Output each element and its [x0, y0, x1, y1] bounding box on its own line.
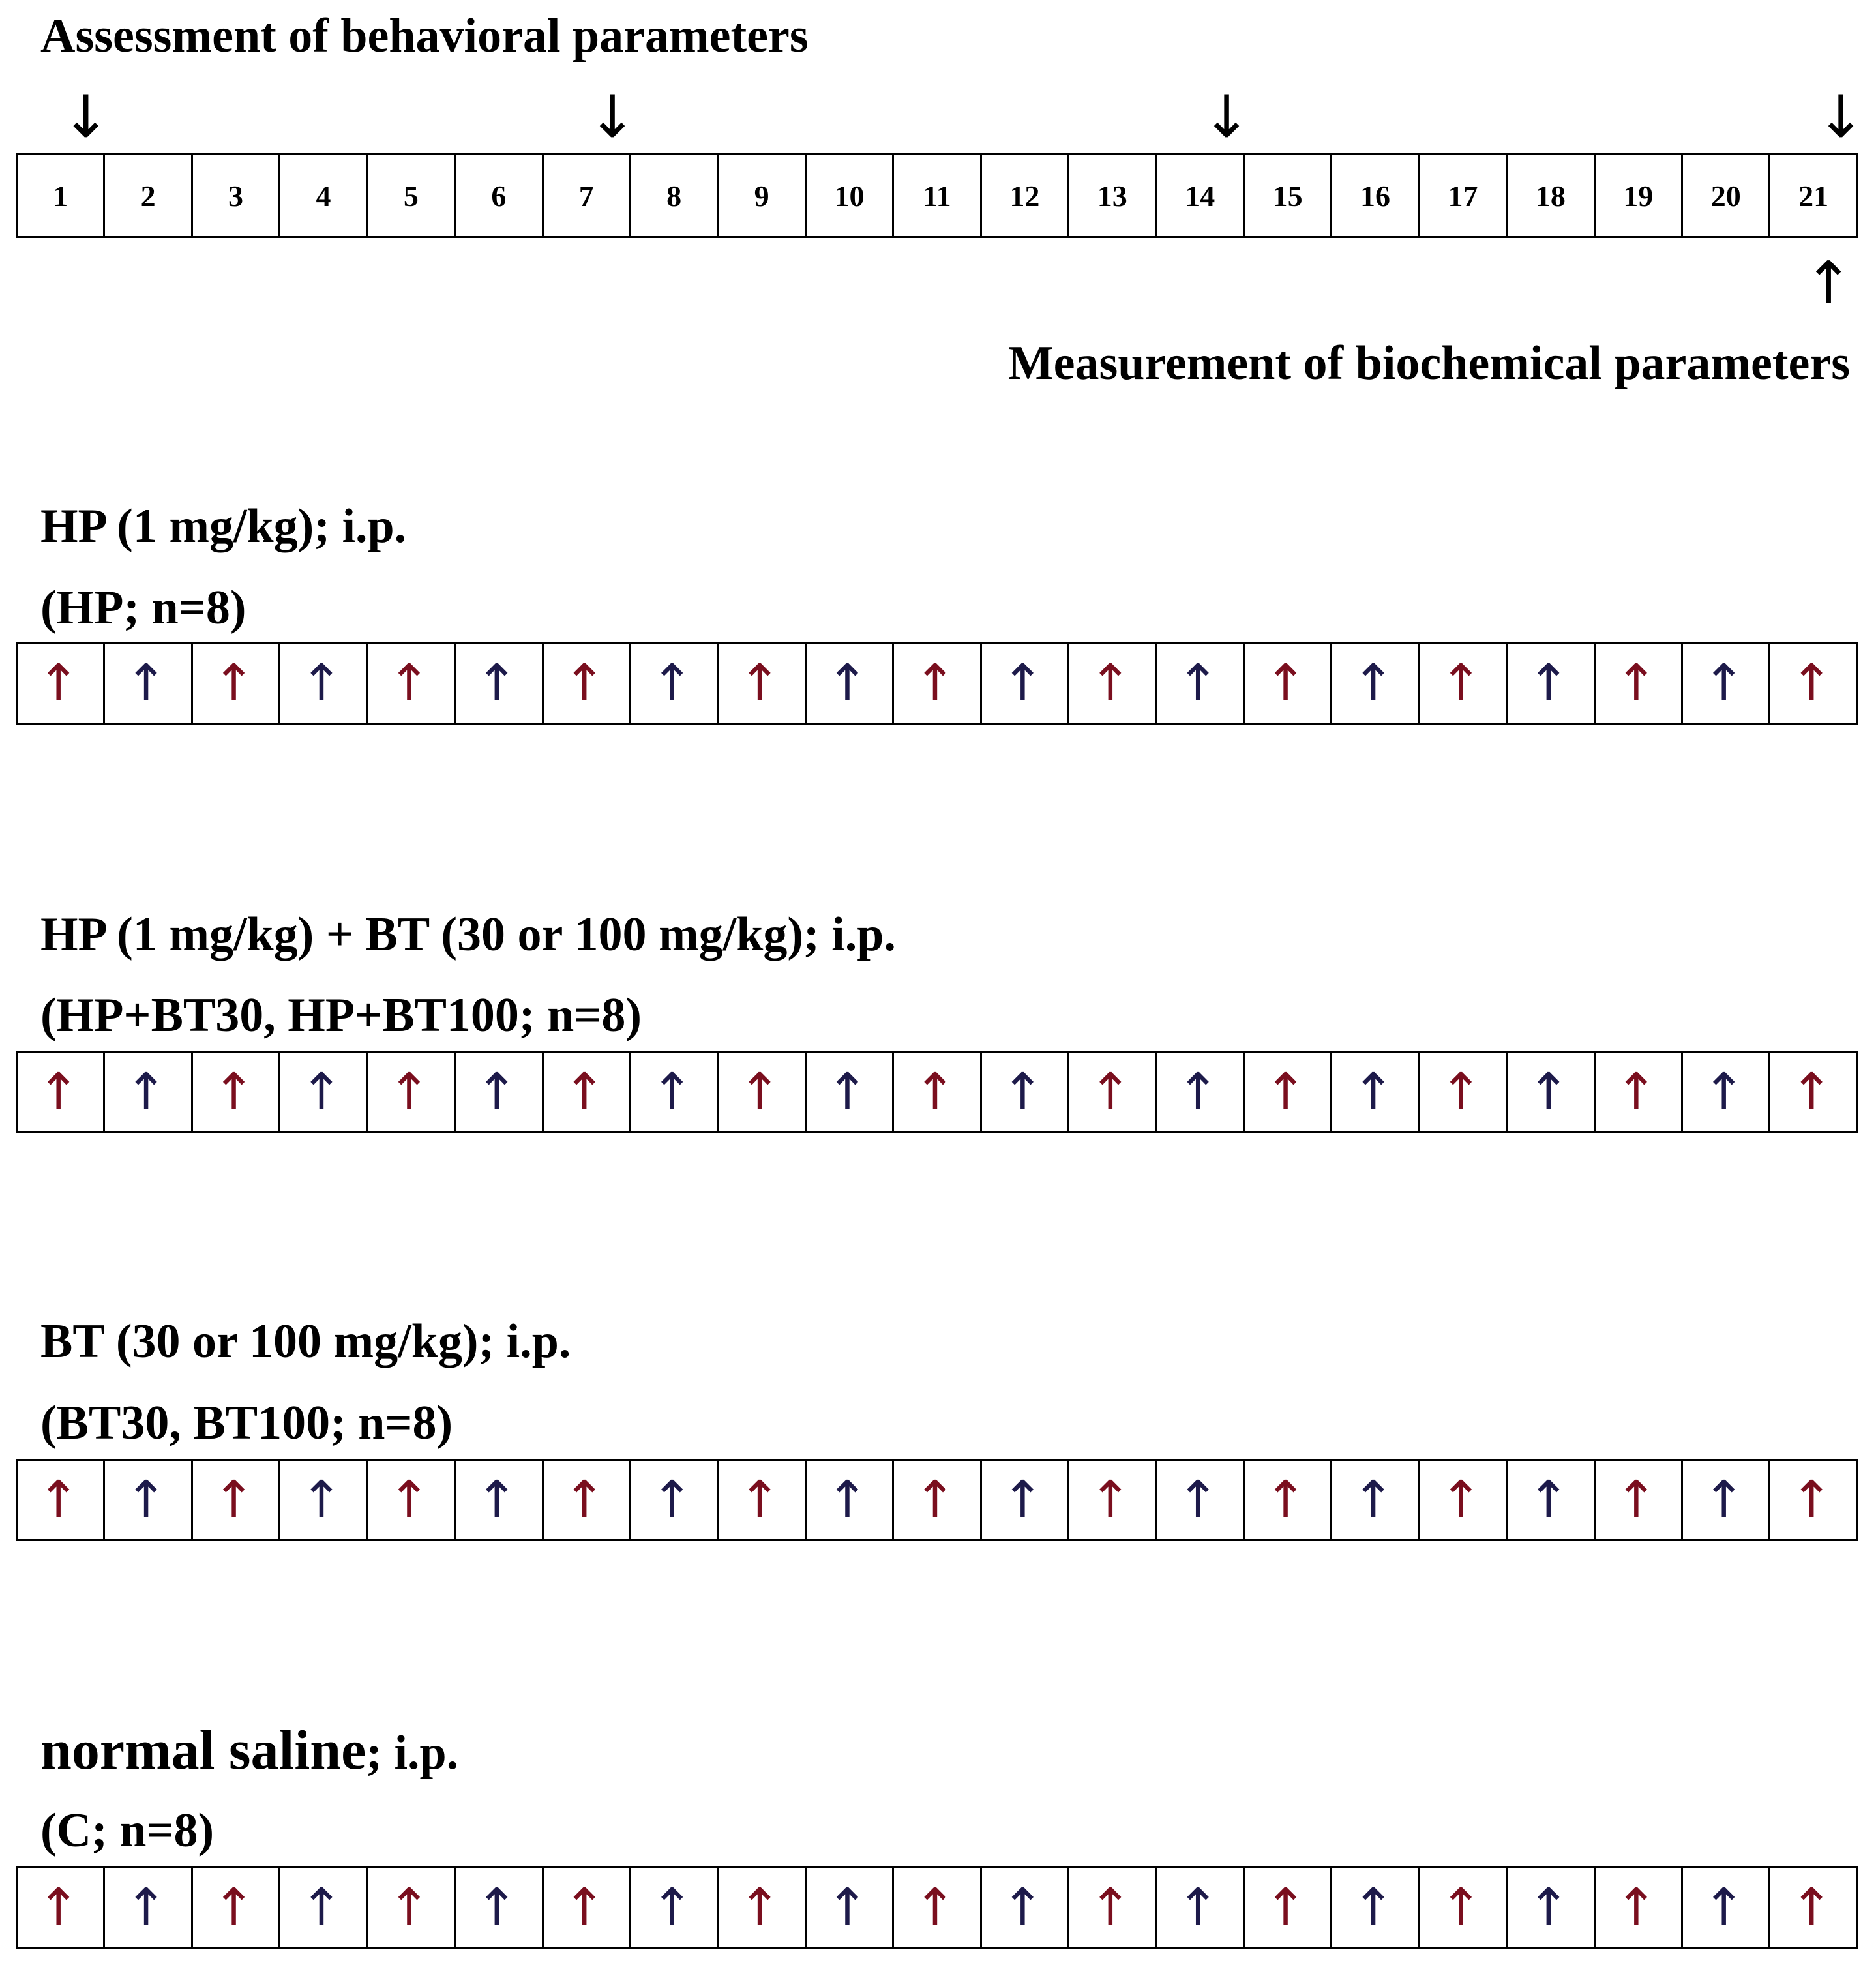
day-cell-16: 16	[1332, 155, 1420, 236]
dose-cell-day-10	[807, 1461, 894, 1539]
dose-arrow-icon: ↑	[125, 1471, 168, 1529]
group-control-dosing-strip	[16, 1866, 1858, 1949]
dose-cell-day-16	[1332, 1868, 1420, 1947]
group-hp-bt-dosing-strip	[16, 1051, 1858, 1133]
day-cell-4: 4	[280, 155, 368, 236]
dose-cell-day-4	[280, 1053, 368, 1131]
group-hp-dosing-strip	[16, 642, 1858, 725]
dose-cell-day-13	[1069, 644, 1157, 723]
dose-arrow-icon: ↑	[1089, 654, 1132, 713]
group-hp-subtitle: (HP; n=8)	[40, 581, 246, 635]
day-cell-11: 11	[894, 155, 981, 236]
day-cell-21: 21	[1798, 179, 1829, 213]
dose-cell-day-17	[1420, 1868, 1508, 1947]
dose-arrow-icon: ↑	[563, 1063, 606, 1122]
dose-arrow-icon: ↑	[1615, 654, 1658, 713]
dose-cell-day-19	[1596, 644, 1683, 723]
group-bt-dosing-strip	[16, 1459, 1858, 1541]
dose-arrow-icon: ↑	[914, 1471, 957, 1529]
dose-arrow-icon: ↑	[1089, 1878, 1132, 1937]
dose-cell-day-16	[1332, 1053, 1420, 1131]
dose-cell-day-12	[982, 1868, 1069, 1947]
dose-cell-day-7	[544, 1461, 631, 1539]
dose-cell-day-6	[456, 1461, 543, 1539]
dose-cell-day-21	[1770, 1868, 1856, 1947]
dose-arrow-icon: ↑	[650, 1471, 694, 1529]
dose-arrow-icon: ↑	[1352, 1471, 1395, 1529]
day-cell-7: 7	[544, 155, 631, 236]
day-cell-18: 18	[1508, 155, 1595, 236]
dose-arrow-icon: ↑	[1703, 1471, 1746, 1529]
dose-cell-day-12	[982, 1053, 1069, 1131]
day-cell-6: 6	[456, 155, 543, 236]
dose-arrow-icon: ↑	[1439, 1471, 1483, 1529]
dose-cell-day-7	[544, 1868, 631, 1947]
dose-arrow-icon: ↑	[387, 1471, 431, 1529]
dose-arrow-icon: ↑	[650, 1063, 694, 1122]
day-cell-3: 3	[193, 155, 280, 236]
dose-cell-day-14	[1157, 644, 1244, 723]
dose-arrow-icon: ↑	[1176, 1471, 1219, 1529]
dose-cell-day-2	[105, 1868, 192, 1947]
dose-cell-day-18	[1508, 644, 1595, 723]
dose-arrow-icon: ↑	[1439, 654, 1483, 713]
dose-cell-day-21	[1770, 644, 1856, 723]
dose-arrow-icon: ↑	[738, 1471, 781, 1529]
dose-cell-day-9	[719, 1053, 806, 1131]
dose-cell-day-21	[1770, 1053, 1856, 1131]
dose-arrow-icon: ↑	[1089, 1471, 1132, 1529]
dose-arrow-icon: ↑	[1615, 1878, 1658, 1937]
dose-cell-day-12	[982, 1461, 1069, 1539]
dose-arrow-icon: ↑	[1703, 1063, 1746, 1122]
dose-arrow-icon: ↑	[826, 1063, 869, 1122]
dose-arrow-icon: ↑	[37, 1063, 80, 1122]
dose-arrow-icon: ↑	[212, 654, 256, 713]
dose-arrow-icon: ↑	[1176, 654, 1219, 713]
behavioral-assessment-arrow-day-1: ↓	[61, 83, 111, 151]
dose-cell-day-16	[1332, 1461, 1420, 1539]
dose-arrow-icon: ↑	[826, 1878, 869, 1937]
group-control-subtitle: (C; n=8)	[40, 1804, 215, 1857]
dose-arrow-icon: ↑	[1527, 654, 1570, 713]
dose-arrow-icon: ↑	[1264, 654, 1307, 713]
behavioral-title: Assessment of behavioral parameters	[40, 9, 809, 63]
dose-cell-day-10	[807, 1053, 894, 1131]
dose-arrow-icon: ↑	[300, 1878, 343, 1937]
dose-arrow-icon: ↑	[475, 1063, 518, 1122]
dose-cell-day-3	[193, 644, 280, 723]
dose-cell-day-19	[1596, 1868, 1683, 1947]
dose-arrow-icon: ↑	[1527, 1878, 1570, 1937]
dose-cell-day-15	[1245, 1461, 1332, 1539]
day-cell-19: 19	[1596, 155, 1683, 236]
dose-arrow-icon: ↑	[914, 1878, 957, 1937]
dose-arrow-icon: ↑	[1264, 1063, 1307, 1122]
day-cell-10: 10	[807, 155, 894, 236]
dose-arrow-icon: ↑	[1176, 1878, 1219, 1937]
dose-arrow-icon: ↑	[300, 654, 343, 713]
dose-arrow-icon: ↑	[563, 1471, 606, 1529]
dose-arrow-icon: ↑	[37, 1878, 80, 1937]
dose-arrow-icon: ↑	[1703, 654, 1746, 713]
dose-cell-day-12	[982, 644, 1069, 723]
dose-cell-day-21	[1770, 1461, 1856, 1539]
dose-cell-day-9	[719, 644, 806, 723]
dose-cell-day-19	[1596, 1461, 1683, 1539]
dose-arrow-icon: ↑	[1703, 1878, 1746, 1937]
dose-cell-day-16	[1332, 644, 1420, 723]
dose-arrow-icon: ↑	[387, 654, 431, 713]
dose-cell-day-10	[807, 1868, 894, 1947]
dose-arrow-icon: ↑	[826, 1471, 869, 1529]
dose-cell-day-9	[719, 1868, 806, 1947]
dose-cell-day-5	[368, 644, 456, 723]
dose-arrow-icon: ↑	[1089, 1063, 1132, 1122]
dose-cell-day-20	[1683, 1868, 1770, 1947]
biochemical-measurement-arrow-day-21: ↑	[1804, 249, 1853, 318]
day-cell-9: 9	[719, 155, 806, 236]
dose-cell-day-11	[894, 1461, 981, 1539]
dose-arrow-icon: ↑	[387, 1063, 431, 1122]
group-hp-bt-subtitle: (HP+BT30, HP+BT100; n=8)	[40, 989, 642, 1042]
dose-arrow-icon: ↑	[475, 1878, 518, 1937]
day-cell-12: 12	[982, 155, 1069, 236]
group-control-title-rest: ; i.p.	[366, 1726, 459, 1780]
dose-cell-day-3	[193, 1053, 280, 1131]
dose-arrow-icon: ↑	[563, 1878, 606, 1937]
dose-cell-day-1	[18, 1868, 105, 1947]
group-hp-title: HP (1 mg/kg); i.p.	[40, 500, 407, 553]
dose-cell-day-4	[280, 1461, 368, 1539]
dose-arrow-icon: ↑	[914, 654, 957, 713]
dose-cell-day-19	[1596, 1053, 1683, 1131]
dose-cell-day-1	[18, 1461, 105, 1539]
dose-arrow-icon: ↑	[212, 1063, 256, 1122]
dose-arrow-icon: ↑	[1790, 1063, 1833, 1122]
dose-cell-day-15	[1245, 644, 1332, 723]
dose-arrow-icon: ↑	[387, 1878, 431, 1937]
dose-cell-day-4	[280, 644, 368, 723]
dose-arrow-icon: ↑	[1352, 1063, 1395, 1122]
dose-arrow-icon: ↑	[650, 654, 694, 713]
group-control-title-main: normal saline	[40, 1718, 366, 1781]
dose-arrow-icon: ↑	[1615, 1063, 1658, 1122]
dose-cell-day-15	[1245, 1053, 1332, 1131]
behavioral-assessment-arrow-day-7: ↓	[588, 83, 637, 151]
dose-arrow-icon: ↑	[1527, 1471, 1570, 1529]
dose-arrow-icon: ↑	[1001, 1471, 1044, 1529]
day-cell-13: 13	[1069, 155, 1157, 236]
day-cell-1: 1	[18, 155, 105, 236]
dose-arrow-icon: ↑	[475, 1471, 518, 1529]
dose-arrow-icon: ↑	[1439, 1878, 1483, 1937]
day-cell-17: 17	[1420, 155, 1508, 236]
dose-arrow-icon: ↑	[563, 654, 606, 713]
group-bt-title: BT (30 or 100 mg/kg); i.p.	[40, 1315, 571, 1368]
dose-arrow-icon: ↑	[1790, 654, 1833, 713]
dose-cell-day-20	[1683, 1461, 1770, 1539]
dose-cell-day-7	[544, 644, 631, 723]
dose-cell-day-6	[456, 1868, 543, 1947]
dose-cell-day-9	[719, 1461, 806, 1539]
dose-arrow-icon: ↑	[1001, 1063, 1044, 1122]
day-cell-20: 20	[1683, 155, 1770, 236]
dose-arrow-icon: ↑	[37, 654, 80, 713]
dose-arrow-icon: ↑	[125, 1063, 168, 1122]
dose-cell-day-8	[631, 644, 719, 723]
dose-cell-day-10	[807, 644, 894, 723]
biochemical-title: Measurement of biochemical parameters	[1007, 337, 1850, 390]
dose-cell-day-18	[1508, 1053, 1595, 1131]
dose-arrow-icon: ↑	[1352, 1878, 1395, 1937]
dose-arrow-icon: ↑	[738, 654, 781, 713]
dose-cell-day-11	[894, 1868, 981, 1947]
dose-cell-day-2	[105, 1053, 192, 1131]
dose-arrow-icon: ↑	[1176, 1063, 1219, 1122]
dose-cell-day-5	[368, 1868, 456, 1947]
behavioral-assessment-arrow-day-14: ↓	[1202, 83, 1251, 151]
dose-cell-day-17	[1420, 1053, 1508, 1131]
day-cell-15: 15	[1245, 155, 1332, 236]
dose-arrow-icon: ↑	[300, 1471, 343, 1529]
dose-arrow-icon: ↑	[212, 1471, 256, 1529]
dose-cell-day-8	[631, 1868, 719, 1947]
dose-cell-day-11	[894, 644, 981, 723]
dose-cell-day-1	[18, 644, 105, 723]
dose-cell-day-3	[193, 1461, 280, 1539]
day-timeline	[16, 153, 1858, 238]
day-cell-8: 8	[631, 155, 719, 236]
dose-cell-day-8	[631, 1053, 719, 1131]
dose-cell-day-13	[1069, 1461, 1157, 1539]
group-bt-subtitle: (BT30, BT100; n=8)	[40, 1396, 453, 1450]
dose-arrow-icon: ↑	[1790, 1878, 1833, 1937]
group-hp-bt-title: HP (1 mg/kg) + BT (30 or 100 mg/kg); i.p.	[40, 908, 896, 961]
dose-arrow-icon: ↑	[125, 1878, 168, 1937]
dose-arrow-icon: ↑	[650, 1878, 694, 1937]
dose-cell-day-14	[1157, 1461, 1244, 1539]
dose-cell-day-14	[1157, 1053, 1244, 1131]
dose-cell-day-20	[1683, 1053, 1770, 1131]
dose-arrow-icon: ↑	[1439, 1063, 1483, 1122]
dose-arrow-icon: ↑	[1001, 654, 1044, 713]
dose-cell-day-15	[1245, 1868, 1332, 1947]
dose-cell-day-18	[1508, 1868, 1595, 1947]
dose-arrow-icon: ↑	[914, 1063, 957, 1122]
dose-cell-day-2	[105, 1461, 192, 1539]
group-control-title	[40, 1718, 459, 1781]
dose-arrow-icon: ↑	[738, 1878, 781, 1937]
dose-arrow-icon: ↑	[1264, 1471, 1307, 1529]
dose-cell-day-7	[544, 1053, 631, 1131]
dose-arrow-icon: ↑	[1352, 654, 1395, 713]
dose-arrow-icon: ↑	[1001, 1878, 1044, 1937]
dose-cell-day-5	[368, 1053, 456, 1131]
dose-cell-day-6	[456, 1053, 543, 1131]
dose-arrow-icon: ↑	[738, 1063, 781, 1122]
dose-arrow-icon: ↑	[212, 1878, 256, 1937]
dose-cell-day-13	[1069, 1053, 1157, 1131]
dose-arrow-icon: ↑	[826, 654, 869, 713]
dose-cell-day-2	[105, 644, 192, 723]
dose-cell-day-8	[631, 1461, 719, 1539]
dose-arrow-icon: ↑	[1264, 1878, 1307, 1937]
behavioral-assessment-arrow-day-21: ↓	[1816, 83, 1866, 151]
dose-cell-day-3	[193, 1868, 280, 1947]
dose-cell-day-17	[1420, 1461, 1508, 1539]
day-cell-14: 14	[1157, 155, 1244, 236]
dose-cell-day-5	[368, 1461, 456, 1539]
dose-arrow-icon: ↑	[37, 1471, 80, 1529]
dose-arrow-icon: ↑	[475, 654, 518, 713]
dose-cell-day-17	[1420, 644, 1508, 723]
day-cell-5: 5	[368, 155, 456, 236]
day-cell-2: 2	[105, 155, 192, 236]
dose-cell-day-6	[456, 644, 543, 723]
dose-arrow-icon: ↑	[1615, 1471, 1658, 1529]
dose-arrow-icon: ↑	[125, 654, 168, 713]
dose-cell-day-18	[1508, 1461, 1595, 1539]
dose-cell-day-4	[280, 1868, 368, 1947]
dose-cell-day-11	[894, 1053, 981, 1131]
dose-arrow-icon: ↑	[1527, 1063, 1570, 1122]
dose-arrow-icon: ↑	[300, 1063, 343, 1122]
dose-arrow-icon: ↑	[1790, 1471, 1833, 1529]
dose-cell-day-1	[18, 1053, 105, 1131]
dose-cell-day-13	[1069, 1868, 1157, 1947]
dose-cell-day-14	[1157, 1868, 1244, 1947]
dose-cell-day-20	[1683, 644, 1770, 723]
